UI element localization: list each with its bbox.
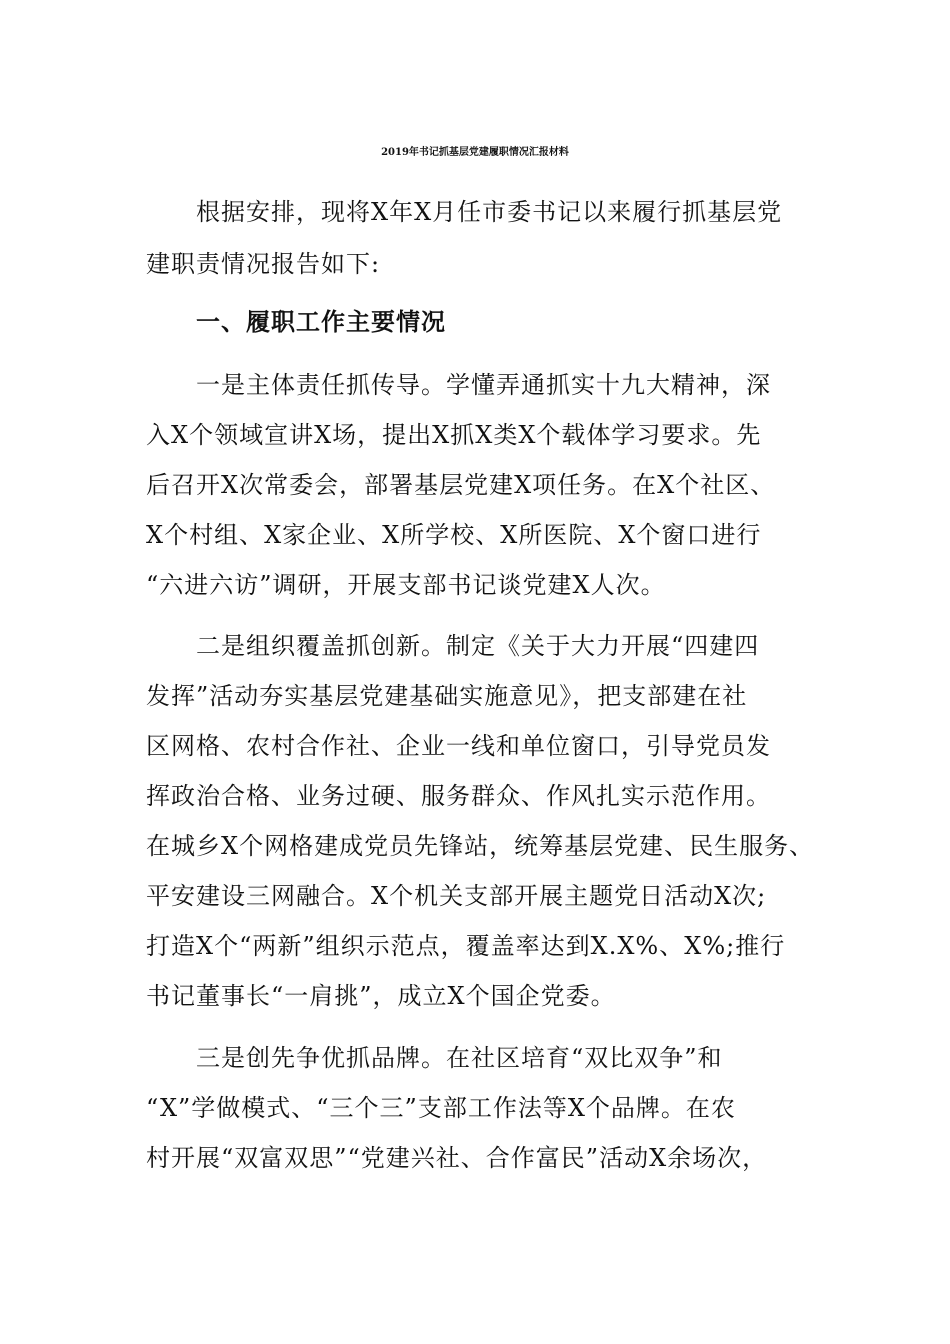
paragraph2-line-5: 在城乡X个网格建成党员先锋站，统筹基层党建、民生服务、	[146, 832, 815, 860]
paragraph3-line-2: “X”学做模式、“三个三”支部工作法等X个品牌。在农	[146, 1094, 736, 1122]
paragraph1-line-3: 后召开X次常委会，部署基层党建X项任务。在X个社区、	[146, 471, 776, 499]
paragraph2-line-3: 区网格、农村合作社、企业一线和单位窗口，引导党员发	[146, 732, 771, 760]
paragraph2-line-1: 二是组织覆盖抓创新。制定《关于大力开展“四建四	[196, 632, 760, 660]
paragraph3-line-3: 村开展“双富双思”“党建兴社、合作富民”活动X余场次，	[146, 1144, 768, 1172]
intro-line-1: 根据安排，现将X年X月任市委书记以来履行抓基层党	[196, 198, 783, 226]
paragraph1-line-1: 一是主体责任抓传导。学懂弄通抓实十九大精神，深	[196, 371, 771, 399]
paragraph1-line-2: 入X个领域宣讲X场，提出X抓X类X个载体学习要求。先	[146, 421, 762, 449]
paragraph2-line-2: 发挥”活动夯实基层党建基础实施意见》，把支部建在社	[146, 682, 748, 710]
document-title: 2019年书记抓基层党建履职情况汇报材料	[381, 147, 569, 158]
paragraph2-line-4: 挥政治合格、业务过硬、服务群众、作风扎实示范作用。	[146, 782, 771, 810]
paragraph1-line-4: X个村组、X家企业、X所学校、X所医院、X个窗口进行	[146, 521, 762, 549]
section-heading: 一、履职工作主要情况	[196, 307, 446, 336]
paragraph2-line-6: 平安建设三网融合。X个机关支部开展主题党日活动X次;	[146, 882, 767, 910]
intro-line-2: 建职责情况报告如下:	[146, 250, 381, 278]
paragraph3-line-1: 三是创先争优抓品牌。在社区培育“双比双争”和	[196, 1044, 723, 1072]
paragraph2-line-7: 打造X个“两新”组织示范点，覆盖率达到X.X%、X%;推行	[146, 932, 786, 960]
paragraph2-line-8: 书记董事长“一肩挑”，成立X个国企党委。	[146, 982, 616, 1010]
paragraph1-line-5: “六进六访”调研，开展支部书记谈党建X人次。	[146, 571, 666, 599]
